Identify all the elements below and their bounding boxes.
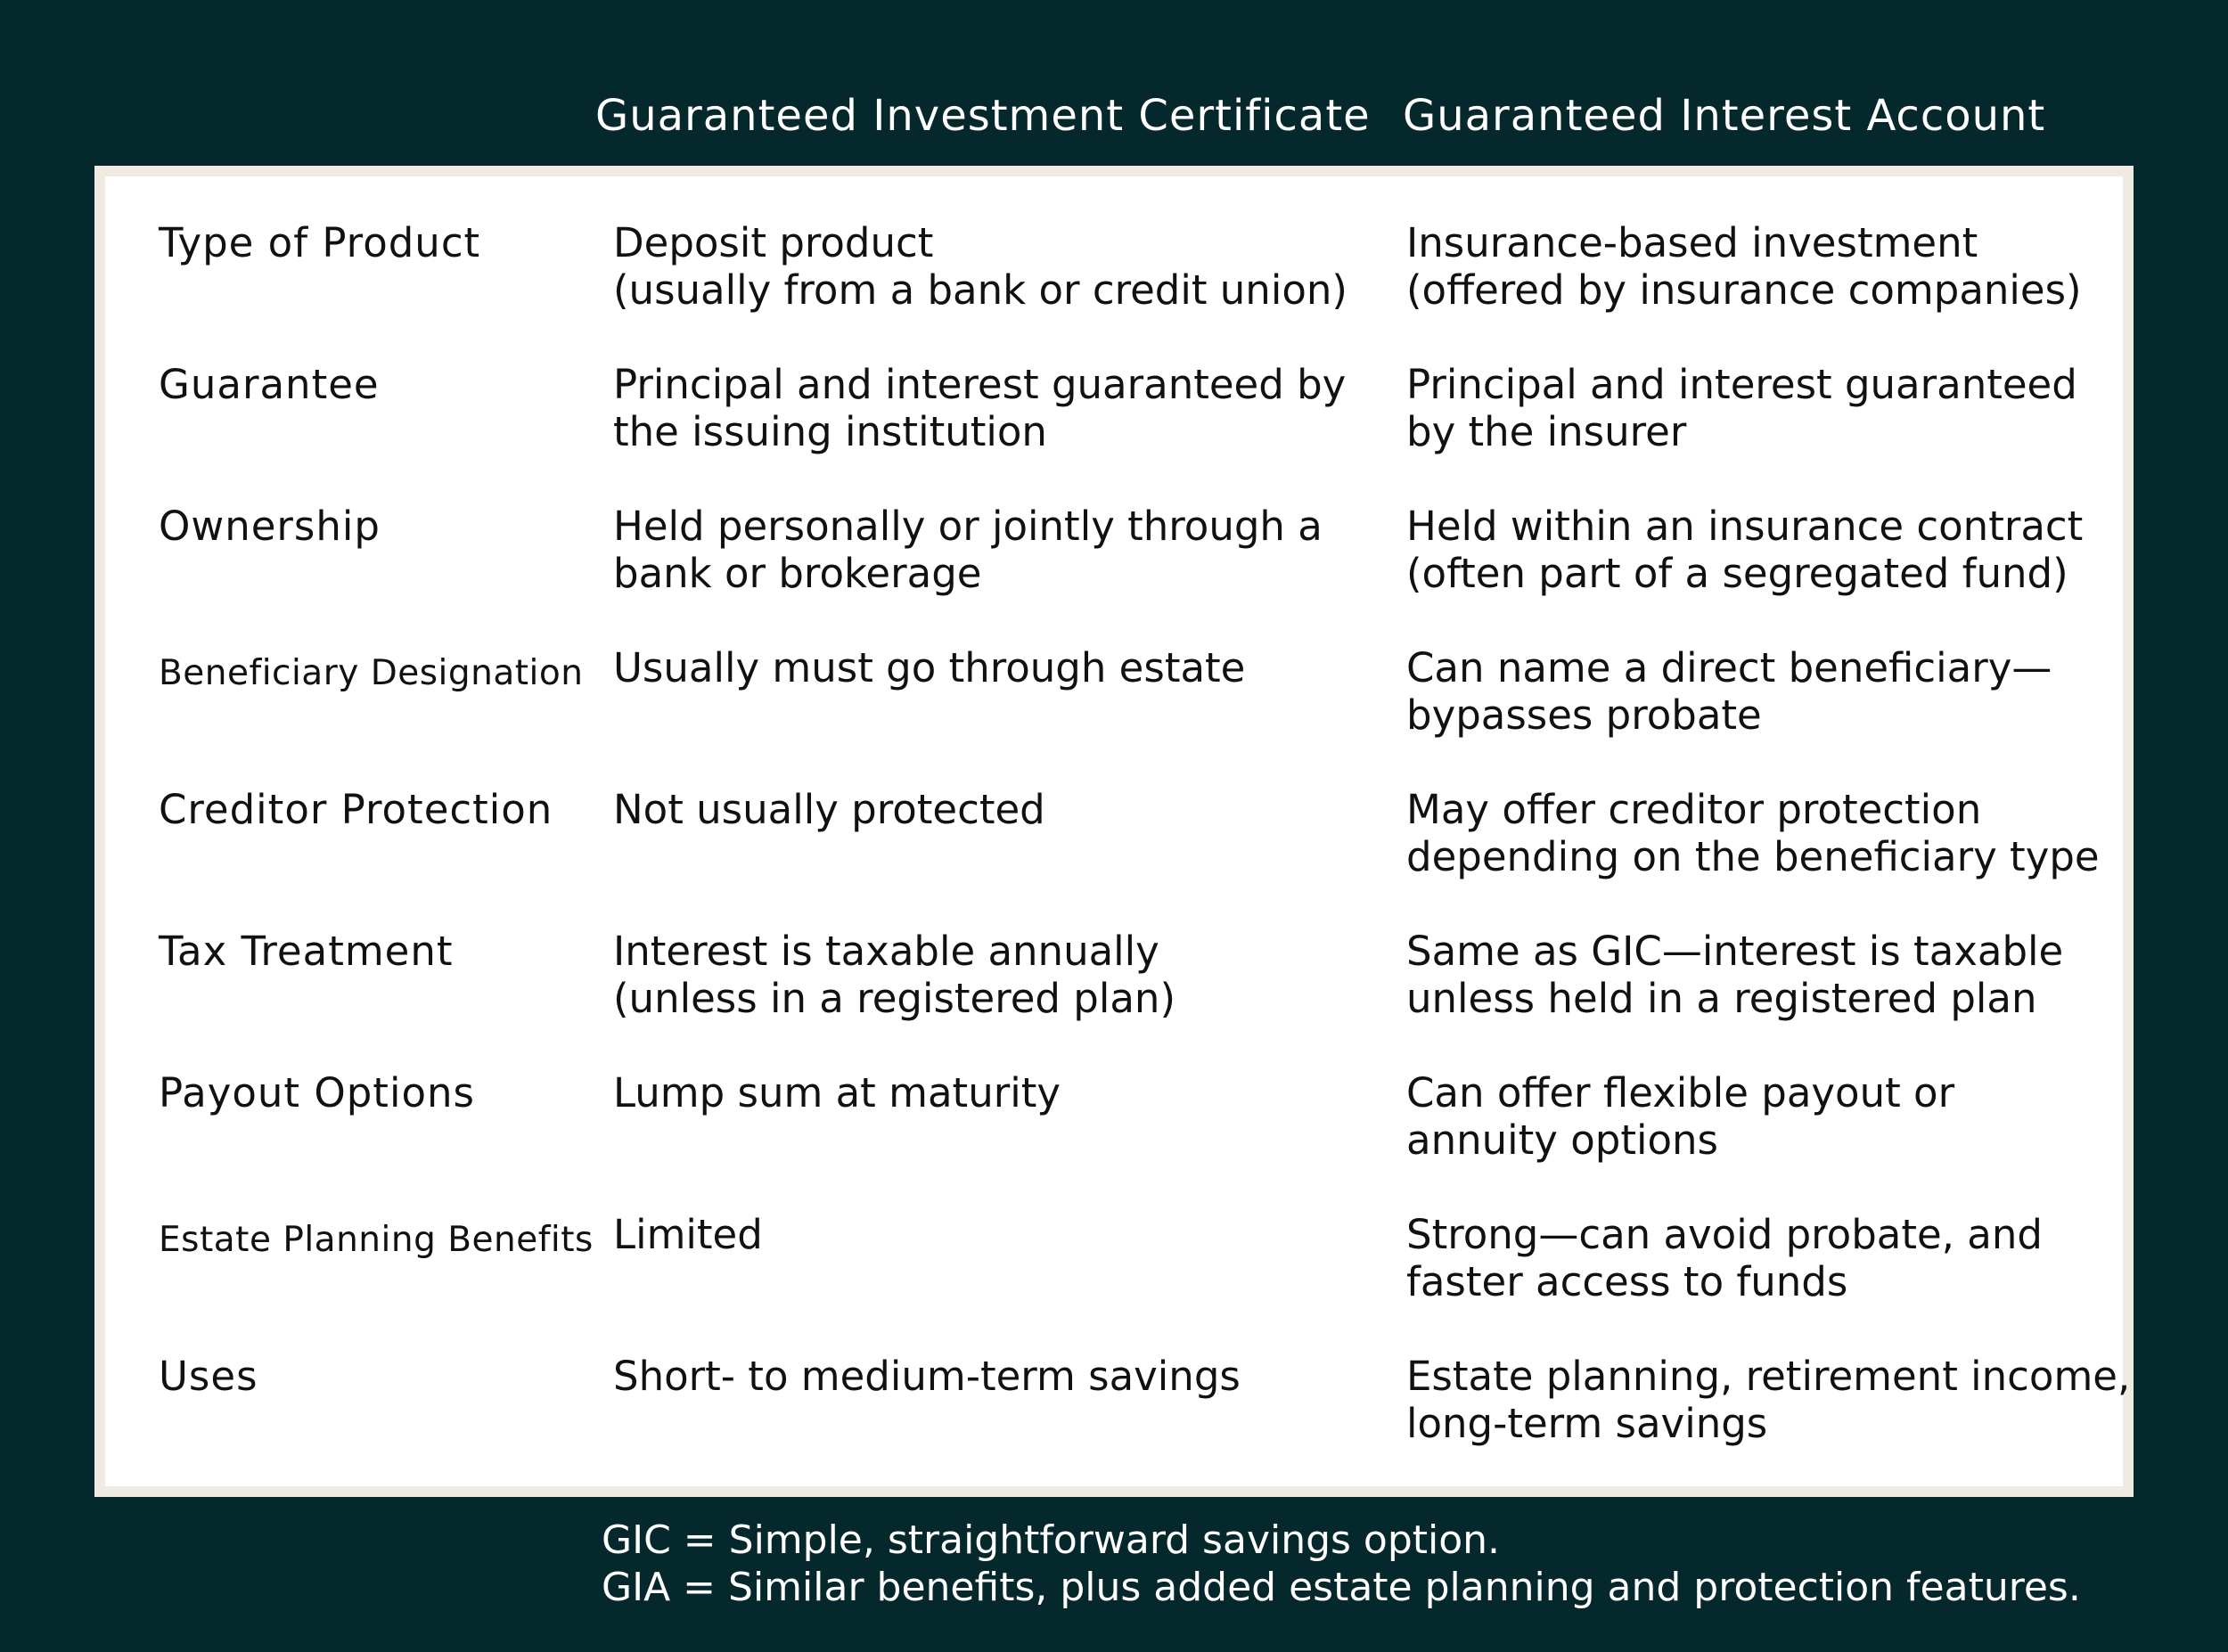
gia-cell-line: bypasses probate [1406, 691, 1762, 739]
row-gia-cell [1406, 503, 2083, 597]
row-gia-cell [1406, 786, 2100, 880]
row-gic-cell [613, 1211, 763, 1258]
row-label: Payout Options [159, 1069, 475, 1116]
row-label: Creditor Protection [159, 786, 553, 833]
gia-cell-line: (offered by insurance companies) [1406, 266, 2082, 314]
row-gic-cell [613, 219, 1347, 314]
gic-cell-line: Lump sum at maturity [613, 1069, 1061, 1116]
row-label: Beneficiary Designation [159, 653, 584, 693]
column-header-gic: Guaranteed Investment Certificate [595, 91, 1371, 141]
comparison-table-card [94, 166, 2134, 1497]
row-label: Tax Treatment [159, 928, 454, 975]
row-gia-cell [1406, 1069, 1954, 1164]
row-gic-cell [613, 644, 1245, 691]
row-gia-cell [1406, 219, 2082, 314]
row-gia-cell [1406, 361, 2077, 455]
row-gia-cell [1406, 928, 2063, 1022]
gia-cell-line: long-term savings [1406, 1400, 1768, 1447]
gic-cell-line: Held personally or jointly through a [613, 503, 1323, 550]
gic-cell-line: Deposit product [613, 219, 934, 266]
gic-cell-line: Interest is taxable annually [613, 928, 1159, 975]
gia-cell-line: depending on the beneficiary type [1406, 833, 2100, 880]
row-label: Uses [159, 1353, 258, 1400]
row-label: Type of Product [159, 219, 481, 266]
gia-cell-line: unless held in a registered plan [1406, 975, 2037, 1022]
row-label: Estate Planning Benefits [159, 1220, 594, 1260]
comparison-table [105, 176, 2131, 1486]
gia-cell-line: Strong—can avoid probate, and [1406, 1211, 2043, 1258]
gia-cell-line: Held within an insurance contract [1406, 503, 2084, 550]
row-gic-cell [613, 361, 1346, 455]
column-header-gia: Guaranteed Interest Account [1403, 91, 2046, 141]
gia-cell-line: annuity options [1406, 1116, 1718, 1164]
row-gic-cell [613, 928, 1175, 1022]
gic-cell-line: Principal and interest guaranteed by [613, 361, 1347, 408]
gia-cell-line: May offer creditor protection [1406, 786, 1982, 833]
row-gic-cell [613, 1069, 1061, 1116]
row-gia-cell [1406, 644, 2052, 739]
row-gia-cell [1406, 1211, 2043, 1305]
row-gic-cell [613, 503, 1323, 597]
gic-cell-line: Usually must go through estate [613, 644, 1246, 691]
gic-cell-line: bank or brokerage [613, 550, 982, 597]
footer-line-gia: GIA = Similar benefits, plus added estate planning and protection features. [602, 1565, 2081, 1610]
gia-cell-line: faster access to funds [1406, 1258, 1848, 1305]
row-gic-cell [613, 786, 1045, 833]
footer-summary [602, 1517, 2081, 1611]
row-gic-cell [613, 1353, 1241, 1400]
gia-cell-line: Same as GIC—interest is taxable [1406, 928, 2064, 975]
row-label: Ownership [159, 503, 381, 550]
gic-cell-line: the issuing institution [613, 408, 1047, 455]
row-gia-cell [1406, 1353, 2130, 1447]
gia-cell-line: Principal and interest guaranteed [1406, 361, 2077, 408]
footer-line-gic: GIC = Simple, straightforward savings option. [602, 1517, 1501, 1563]
row-label: Guarantee [159, 361, 380, 408]
gic-cell-line: (usually from a bank or credit union) [613, 266, 1347, 314]
gia-cell-line: Can offer flexible payout or [1406, 1069, 1955, 1116]
gia-cell-line: Insurance-based investment [1406, 219, 1978, 266]
gic-cell-line: Short- to medium-term savings [613, 1353, 1241, 1400]
gic-cell-line: Limited [613, 1211, 763, 1258]
gia-cell-line: by the insurer [1406, 408, 1687, 455]
gia-cell-line: Can name a direct beneficiary— [1406, 644, 2052, 691]
gia-cell-line: Estate planning, retirement income, [1406, 1353, 2131, 1400]
gia-cell-line: (often part of a segregated fund) [1406, 550, 2068, 597]
gic-cell-line: Not usually protected [613, 786, 1045, 833]
gic-cell-line: (unless in a registered plan) [613, 975, 1176, 1022]
